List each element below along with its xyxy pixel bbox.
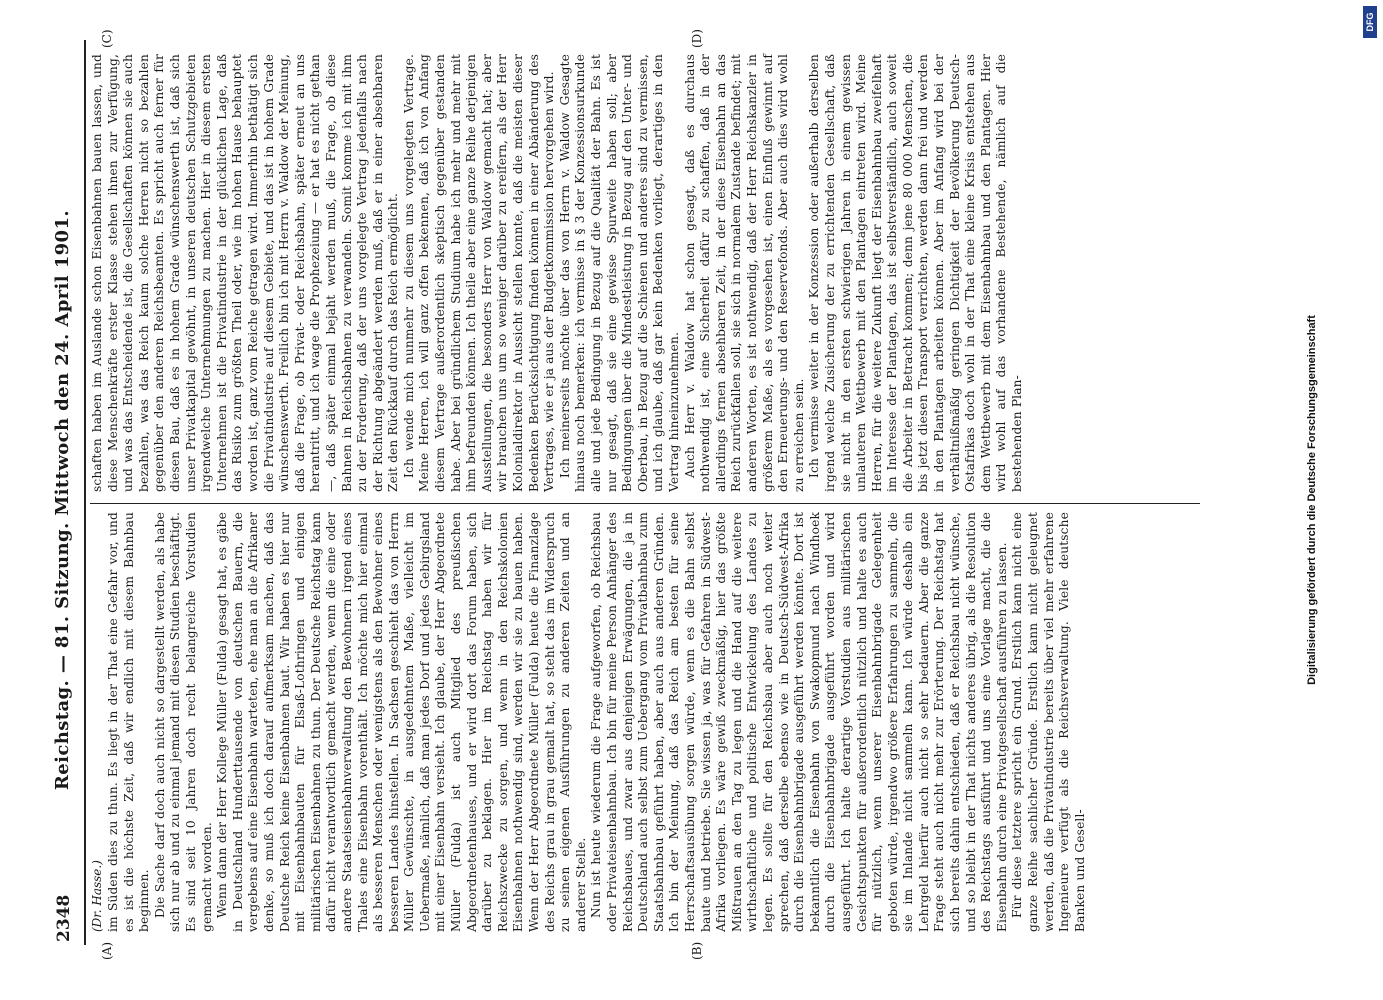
right-column [90,54,1200,492]
paragraph: Wenn dann der Herr Kollege Müller (Fulda) gesagt hat, es gäbe in Deutschland Hunderttausende von deutschen Bauern, die vergebens auf eine Eisenbahn warteten, ehe man an die Afrikaner denke, so muß ich doch darauf aufmerksam machen, daß das Deutsche Reich keine Eisenbahnen baut. Wir haben es hier nur mit Eisenbahnbauten für Elsaß-Lothringen und einigen militärischen Eisenbahnen zu thun. Der Deutsche Reichstag kann dafür nicht verantwortlich gemacht werden, wenn die eine oder andere Staatseisenbahnverwaltung den Bewohnern irgend eines Thales eine Eisenbahn vorenthält. Ich möchte mich hier einmal als besseren Menschen oder wenigstens als den Bewohner eines besseren Landes hinstellen. In Sachsen geschieht das von Herrn Müller Gewünschte, in ausgedehntem Maße, vielleicht im Uebermaße, nämlich, daß man jedes Dorf und jedes Gebirgsland mit einer Eisenbahn versieht. Ich glaube, der Herr Abgeordnete Müller (Fulda) ist auch Mitglied des preußischen Abgeordnetenhauses, und er wird dort das Forum haben, sich darüber zu beklagen. Hier im Reichstag haben wir für Reichszwecke zu sorgen, und wenn in den Reichskolonien Eisenbahnen nothwendig sind, werden wir sie zu bauen haben. Wenn der Herr Abgeordnete Müller (Fulda) heute die Finanzlage des Reichs grau in grau gemalt hat, so steht das im Widerspruch zu seinen eigenen Ausführungen zu anderen Zeiten und an anderer Stelle. [215,512,588,932]
margin-mark-c: (C) [100,29,114,48]
dfg-logo-text: DFG [1365,12,1375,32]
paragraph: Auch Herr v. Waldow hat schon gesagt, daß es durchaus nothwendig ist, eine Sicherheit dafür zu schaffen, daß in der allerdings fernen absehbaren Zeit, in der diese Eisenbahn an das Reich zurückfallen soll, sie sich in normalem Zustande befindet; mit anderen Worten, es ist nothwendig, daß der Herr Reichskanzler in größerem Maße, als es vorgesehen ist, einen Einfluß gewinnt auf den Erneuerungs- und den Reservefonds. Aber auch dies wird wohl zu erreichen sein. [682,54,806,492]
paragraph: schaften haben im Auslande schon Eisenbahnen bauen lassen, und diese Menschenkräfte erster Klasse stehen ihnen zur Verfügung, und was das Entscheidende ist, die Gesellschaften können sie auch bezahlen, was das Reich kaum solche Herren nicht so bezahlen gegenüber den anderen Reichsbeamten. Es spricht auch ferner für diesen Bau, daß es in hohem Grade wünschenswerth ist, daß sich unser Privatkapital gewöhnt, in unseren deutschen Schutzgebieten irgendwelche Unternehmungen zu machen. Hier in diesem ersten Unternehmen ist die Privatindustrie in der glücklichen Lage, daß das Risiko zum größten Theil oder, wie im hohen Hause behauptet worden ist, ganz vom Reiche getragen wird. Immerhin bethätigt sich die Privatindustrie auf diesem Gebiete, und das ist in hohem Grade wünschenswerth. Freilich bin ich mit Herrn v. Waldow der Meinung, daß die Frage, ob Privat- oder Reichsbahn, später erneut an uns herantritt, und ich wage die Prophezeiung — er hat es nicht gethan —, daß später einmal bejaht werden muß, die Frage, ob diese Bahnen in Reichsbahnen zu verwandeln. Somit komme ich mit ihm zu der Forderung, daß der uns vorgelegte Vertrag jedenfalls nach der Richtung abgeändert werden muß, daß er in einer absehbaren Zeit den Rückkauf durch das Reich ermöglicht. [90,54,401,492]
paragraph: im Süden dies zu thun. Es liegt in der That eine Gefahr vor, und es ist die höchste Zeit, daß wir endlich mit diesem Bahnbau beginnen. [106,512,152,932]
dfg-logo [1363,6,1377,38]
paragraph: Die Sache darf doch auch nicht so dargestellt werden, als habe sich nur ab und zu einmal jemand mit diesen Studien beschäftigt. Es sind seit 10 Jahren doch recht belangreiche Vorstudien gemacht worden. [152,512,214,932]
margin-mark-b: (B) [690,941,704,960]
paragraph: Nun ist heute wiederum die Frage aufgeworfen, ob Reichsbau oder Privateisenbahnbau. Ich bin für meine Person Anhänger des Reichsbaues, und zwar aus denjenigen Erwägungen, die ja in Deutschland auch selbst zum Uebergang vom Privatbahnbau zum Staatsbahnbau geführt haben, aber auch aus anderen Gründen. Ich bin der Meinung, daß das Reich am besten für seine Herrschaftsausübung sorgen würde, wenn es die Bahn selbst baute und betriebe. Sie wissen ja, was für Gefahren in Südwest-Afrika vorliegen. Es wäre gewiß zweckmäßig, hier das größte Mißtrauen an den Tag zu legen und die Hand auf die weitere wirthschaftliche und politische Entwickelung des Landes zu legen. Es sollte für den Reichsbau aber auch noch weiter sprechen, daß derselbe ebenso wie in Deutsch-Südwest-Afrika durch die Eisenbahnbrigade ausgeführt werden könnte. Dort ist bekanntlich die Eisenbahn von Swakopmund nach Windhoek durch die Eisenbahnbrigade ausgeführt worden und wird ausgeführt. Ich halte derartige Vorstudien aus militärischen Gesichtspunkten für außerordentlich nützlich und halte es auch für nützlich, wenn unserer Eisenbahnbrigade Gelegenheit geboten würde, irgendwo größere Erfahrungen zu sammeln, die sie im Inlande nicht sammeln kann. Ich würde deshalb ein Lehrgeld hierfür auch nicht so sehr bedauern. Aber die ganze Frage steht auch nicht mehr zur Erörterung. Der Reichstag hat sich bereits dahin entschieden, daß er Reichsbau nicht wünsche, und so bleibt in der That nichts anderes übrig, als die Resolution des Reichstags ausführt und uns eine Vorlage macht, die die Eisenbahn durch eine Privatgesellschaft ausführen zu lassen. [589,512,1009,932]
digitization-notice [1302,20,1322,980]
speaker-note: (Dr. Hasse.) [90,860,104,932]
column-divider [90,503,1200,504]
digitization-text: Digitalisierung gefördert durch die Deutsche Forschungsgemeinschaft [1306,315,1318,685]
left-column [90,512,1200,932]
paragraph: Für diese letztere spricht ein Grund. Erstlich kann nicht eine ganze Reihe sachlicher Gründe. Erstlich kann nicht geleugnet werden, daß die Privatindustrie bereits über viel mehr erfahrene Ingenieure verfügt als die Reichsverwaltung. Viele deutsche Banken und Gesell- [1010,512,1087,932]
margin-mark-a: (A) [100,941,114,960]
page-number: 2348 [54,894,74,942]
paragraph: Ich vermisse weiter in der Konzession oder außerhalb derselben irgend welche Zusicherung der zu errichtenden Gesellschaft, daß sie nicht in den ersten schwierigen Jahren in einem gewissen unlauteren Wettbewerb mit den Plantagen eintreten wird. Meine Herren, für die weitere Zukunft liegt der Eisenbahnbau zweifelhaft im Interesse der Plantagen, das ist selbstverständlich, auch soweit die Arbeiter in Betracht kommen; denn jene 80 000 Menschen, die bis jetzt diesen Transport verrichten, werden dann frei und werden in den Plantagen arbeiten können. Aber im Anfang wird bei der verhältnißmäßig geringen Dichtigkeit der Bevölkerung Deutsch-Ostafrikas doch wohl in der That eine kleine Krisis entstehen aus dem Wettbewerb mit dem Eisenbahnbau und den Plantagen. Hier wird wohl auf das vorhandene Bestehende, nämlich auf die bestehenden Plan- [807,54,1025,492]
header-rule [84,40,86,945]
paragraph: Ich wende mich nunmehr zu diesem uns vorgelegten Vertrage. Meine Herren, ich will ganz offen bekennen, daß ich von Anfang diesem Vertrage außerordentlich skeptisch gegenüber gestanden habe. Aber bei gründlichem Studium habe ich mehr und mehr mit ihm befreunden können. Ich theile aber eine ganze Reihe derjenigen Ausstellungen, die besonders Herr von Waldow gemacht hat; aber wir brauchen uns um so weniger darüber zu ereifern, als der Herr Kolonialdirektor in Aussicht stellen konnte, daß die meisten dieser Bedenken Berücksichtigung finden können in einer Abänderung des Vertrages, wie er ja aus der Budgetkommission hervorgehen wird. [401,54,557,492]
paragraph: Ich meinerseits möchte über das von Herrn v. Waldow Gesagte hinaus noch bemerken: ich vermisse in § 3 der Konzessionsurkunde alle und jede Bedingung in Bezug auf die Qualität der Bahn. Es ist nur gesagt, daß sie eine gewisse Spurweite haben soll; aber Bedingungen über die Mindestleistung in Bezug auf den Unter- und Oberbau, in Bezug auf die Schienen und anderes sind zu vermissen, und ich glaube, daß gar kein Bedenken vorliegt, derartiges in den Vertrag hineinzunehmen. [557,54,681,492]
margin-mark-d: (D) [690,29,704,48]
page-header [48,0,88,1000]
page-title: Reichstag. — 81. Sitzung. Mittwoch den 24. April 1901. [52,209,73,791]
